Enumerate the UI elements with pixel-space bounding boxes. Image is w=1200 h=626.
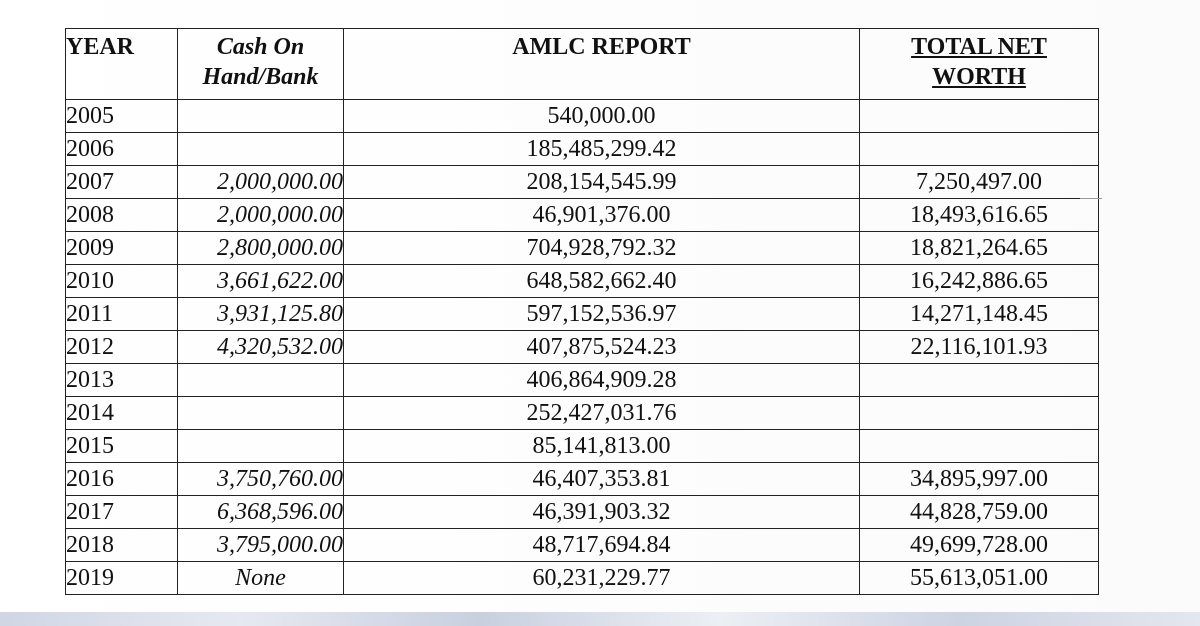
header-cash-line1: Cash On bbox=[216, 34, 305, 60]
amlc-cell: 704,928,792.32 bbox=[344, 232, 860, 265]
amlc-cell: 407,875,524.23 bbox=[344, 331, 860, 364]
year-cell: 2006 bbox=[66, 133, 178, 166]
amlc-cell: 540,000.00 bbox=[344, 100, 860, 133]
year-cell: 2018 bbox=[66, 529, 178, 562]
header-total-net-worth bbox=[860, 29, 1099, 100]
year-cell: 2011 bbox=[66, 298, 178, 331]
amlc-cell: 185,485,299.42 bbox=[344, 133, 860, 166]
year-cell: 2013 bbox=[66, 364, 178, 397]
table-row bbox=[66, 133, 1099, 166]
net-worth-cell: 49,699,728.00 bbox=[860, 529, 1099, 562]
amlc-cell: 46,901,376.00 bbox=[344, 199, 860, 232]
amlc-cell: 597,152,536.97 bbox=[344, 298, 860, 331]
table-row bbox=[66, 166, 1099, 199]
amlc-cell: 46,407,353.81 bbox=[344, 463, 860, 496]
net-worth-cell bbox=[860, 397, 1099, 430]
table-row bbox=[66, 232, 1099, 265]
cash-cell: None bbox=[178, 562, 344, 595]
header-net-line1: TOTAL NET bbox=[911, 34, 1047, 60]
stray-line-mark bbox=[1080, 198, 1102, 199]
header-cash-on-hand bbox=[178, 29, 344, 100]
year-cell: 2009 bbox=[66, 232, 178, 265]
net-worth-cell: 7,250,497.00 bbox=[860, 166, 1099, 199]
header-net-line2: WORTH bbox=[932, 64, 1026, 90]
screen-bottom-strip bbox=[0, 612, 1200, 626]
table-body bbox=[66, 100, 1099, 595]
table-row bbox=[66, 100, 1099, 133]
table-row bbox=[66, 265, 1099, 298]
amlc-cell: 406,864,909.28 bbox=[344, 364, 860, 397]
net-worth-cell: 34,895,997.00 bbox=[860, 463, 1099, 496]
cash-cell: 3,795,000.00 bbox=[178, 529, 344, 562]
table-row bbox=[66, 430, 1099, 463]
net-worth-cell: 18,493,616.65 bbox=[860, 199, 1099, 232]
header-year: YEAR bbox=[66, 29, 178, 100]
header-amlc-report: AMLC REPORT bbox=[344, 29, 860, 100]
cash-cell: 2,800,000.00 bbox=[178, 232, 344, 265]
year-cell: 2012 bbox=[66, 331, 178, 364]
table-row bbox=[66, 199, 1099, 232]
amlc-cell: 46,391,903.32 bbox=[344, 496, 860, 529]
net-worth-cell bbox=[860, 364, 1099, 397]
table-row bbox=[66, 298, 1099, 331]
net-worth-cell: 14,271,148.45 bbox=[860, 298, 1099, 331]
cash-cell: 4,320,532.00 bbox=[178, 331, 344, 364]
table-row bbox=[66, 463, 1099, 496]
net-worth-table bbox=[65, 28, 1099, 595]
amlc-cell: 48,717,694.84 bbox=[344, 529, 860, 562]
year-cell: 2014 bbox=[66, 397, 178, 430]
amlc-cell: 60,231,229.77 bbox=[344, 562, 860, 595]
header-cash-line2: Hand/Bank bbox=[202, 64, 319, 90]
year-cell: 2008 bbox=[66, 199, 178, 232]
net-worth-cell: 44,828,759.00 bbox=[860, 496, 1099, 529]
table-row bbox=[66, 397, 1099, 430]
year-cell: 2010 bbox=[66, 265, 178, 298]
table-row bbox=[66, 364, 1099, 397]
year-cell: 2007 bbox=[66, 166, 178, 199]
year-cell: 2017 bbox=[66, 496, 178, 529]
cash-cell bbox=[178, 133, 344, 166]
net-worth-cell bbox=[860, 100, 1099, 133]
cash-cell: 3,750,760.00 bbox=[178, 463, 344, 496]
header-row bbox=[66, 29, 1099, 100]
table-row bbox=[66, 562, 1099, 595]
table-row bbox=[66, 496, 1099, 529]
amlc-cell: 208,154,545.99 bbox=[344, 166, 860, 199]
cash-cell bbox=[178, 364, 344, 397]
cash-cell bbox=[178, 430, 344, 463]
year-cell: 2016 bbox=[66, 463, 178, 496]
net-worth-cell: 55,613,051.00 bbox=[860, 562, 1099, 595]
year-cell: 2005 bbox=[66, 100, 178, 133]
table-row bbox=[66, 331, 1099, 364]
table-row bbox=[66, 529, 1099, 562]
cash-cell: 3,661,622.00 bbox=[178, 265, 344, 298]
net-worth-cell: 18,821,264.65 bbox=[860, 232, 1099, 265]
cash-cell: 2,000,000.00 bbox=[178, 199, 344, 232]
cash-cell bbox=[178, 397, 344, 430]
net-worth-cell bbox=[860, 133, 1099, 166]
net-worth-cell bbox=[860, 430, 1099, 463]
amlc-cell: 648,582,662.40 bbox=[344, 265, 860, 298]
cash-cell bbox=[178, 100, 344, 133]
net-worth-cell: 16,242,886.65 bbox=[860, 265, 1099, 298]
cash-cell: 6,368,596.00 bbox=[178, 496, 344, 529]
amlc-cell: 252,427,031.76 bbox=[344, 397, 860, 430]
amlc-cell: 85,141,813.00 bbox=[344, 430, 860, 463]
cash-cell: 3,931,125.80 bbox=[178, 298, 344, 331]
year-cell: 2019 bbox=[66, 562, 178, 595]
year-cell: 2015 bbox=[66, 430, 178, 463]
cash-cell: 2,000,000.00 bbox=[178, 166, 344, 199]
net-worth-cell: 22,116,101.93 bbox=[860, 331, 1099, 364]
